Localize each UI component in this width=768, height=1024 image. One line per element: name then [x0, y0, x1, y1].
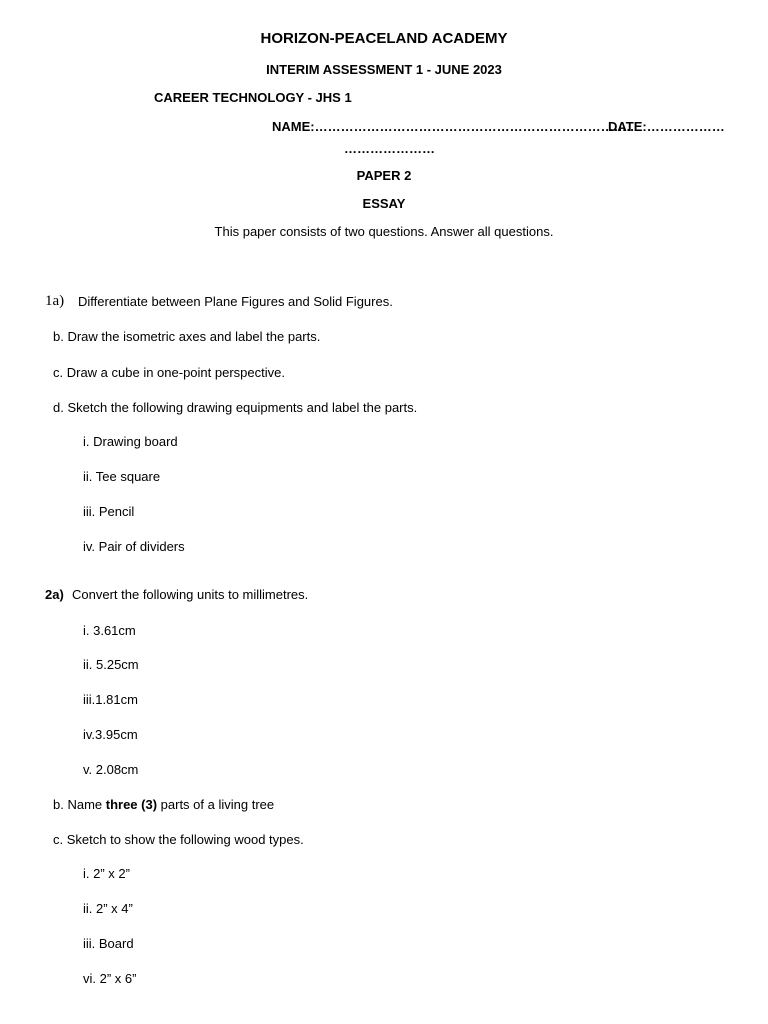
question-2c-item: ii. 2” x 4” [83, 901, 133, 916]
question-2c: c. Sketch to show the following wood types. [53, 832, 304, 847]
paper-number: PAPER 2 [356, 168, 412, 183]
question-1a-text: Differentiate between Plane Figures and Solid Figures. [78, 294, 393, 309]
question-2a-item: ii. 5.25cm [83, 657, 139, 672]
question-2b-emphasis: three (3) [105, 797, 158, 812]
question-2b-suffix: parts of a living tree [157, 797, 275, 812]
question-2a-text: Convert the following units to millimetres. [72, 587, 309, 602]
question-2a-item: i. 3.61cm [83, 623, 136, 638]
question-2b [53, 797, 274, 813]
question-1d: d. Sketch the following drawing equipments and label the parts. [53, 400, 418, 415]
question-2a-item: iv.3.95cm [83, 727, 138, 742]
question-1c: c. Draw a cube in one-point perspective. [53, 365, 285, 380]
question-1b: b. Draw the isometric axes and label the parts. [53, 329, 321, 344]
question-2b-prefix: b. Name [53, 797, 106, 812]
question-1d-item: ii. Tee square [83, 469, 161, 484]
question-2a-item: v. 2.08cm [83, 762, 139, 777]
question-2a-label: 2a) [45, 587, 64, 602]
question-1d-item: iv. Pair of dividers [83, 539, 185, 554]
question-1d-item: iii. Pencil [83, 504, 135, 519]
question-1a-label: 1a) [45, 293, 65, 309]
question-2c-item: vi. 2” x 6” [83, 971, 137, 986]
name-field-line: NAME:……………………………………………………………….. [272, 119, 634, 134]
date-field-continuation: ………………… [344, 141, 435, 156]
date-field-line: DATE:……………… [608, 119, 725, 134]
question-2c-item: i. 2” x 2” [83, 866, 130, 881]
question-2c-item: iii. Board [83, 936, 134, 951]
subject-line: CAREER TECHNOLOGY - JHS 1 [154, 90, 352, 105]
question-2a-item: iii.1.81cm [83, 692, 138, 707]
section-title: ESSAY [362, 196, 406, 211]
instructions: This paper consists of two questions. Answer all questions. [214, 224, 554, 239]
school-name: HORIZON-PEACELAND ACADEMY [260, 30, 508, 47]
question-1d-item: i. Drawing board [83, 434, 178, 449]
assessment-title: INTERIM ASSESSMENT 1 - JUNE 2023 [266, 62, 502, 77]
